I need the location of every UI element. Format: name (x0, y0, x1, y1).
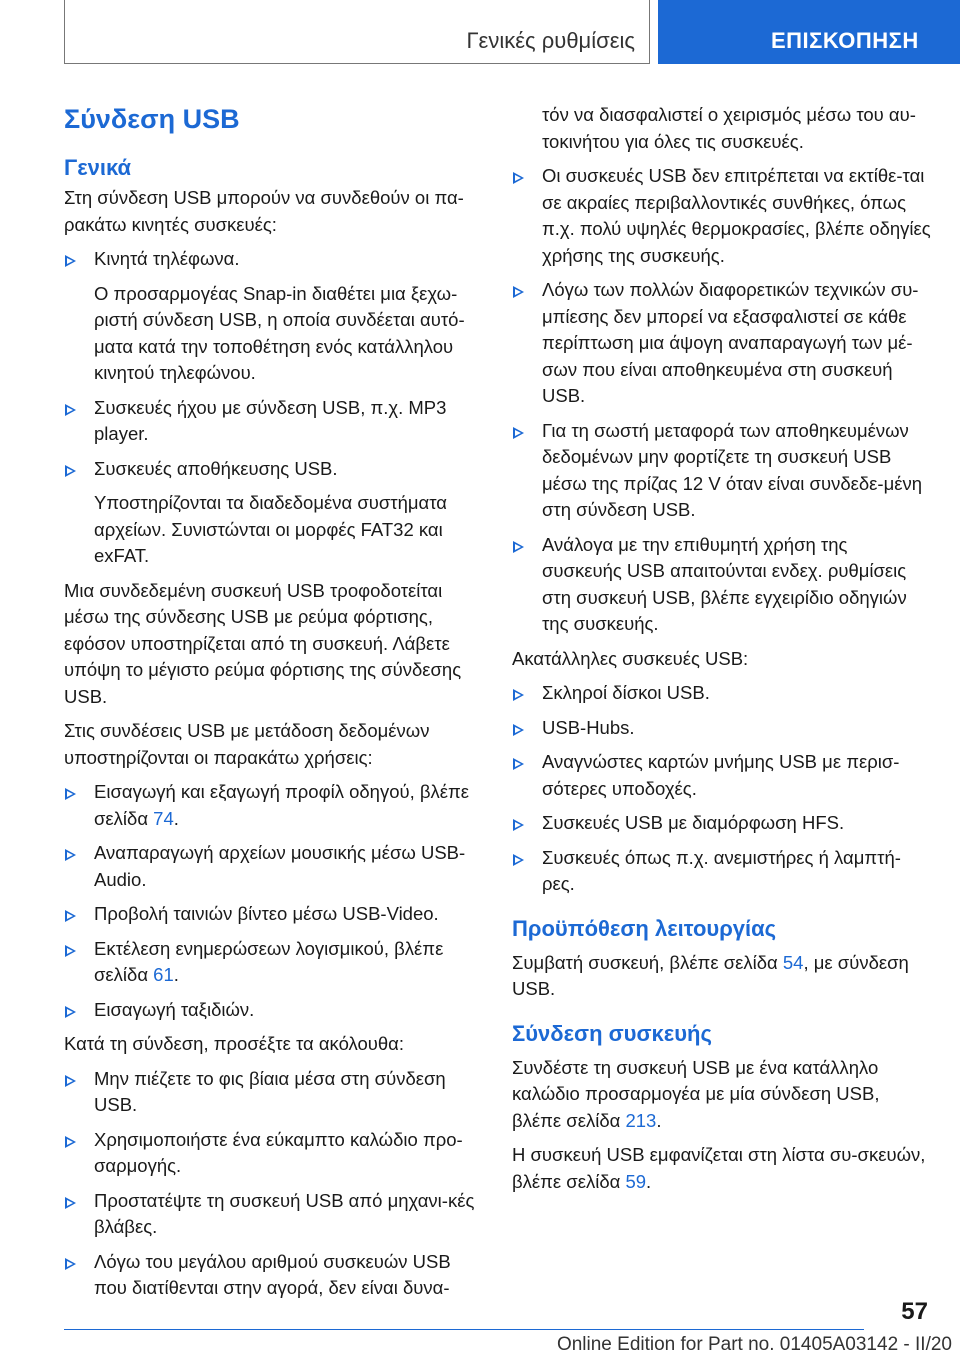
footer-edition: Online Edition for Part no. 01405A03142 - II/20 (556, 1334, 952, 1355)
list-item (64, 1127, 488, 1180)
list-item (512, 163, 932, 269)
triangle-bullet-icon (513, 286, 524, 298)
triangle-bullet-icon (65, 1006, 76, 1018)
list-item-text: Εκτέλεση ενημερώσεων λογισμικού, βλέπε σελίδα (94, 937, 444, 985)
list-item (64, 1188, 488, 1241)
prereq-heading: Προϋπόθεση λειτουργίας (512, 915, 777, 941)
connect-text-end: . (656, 1109, 662, 1131)
list-item-note: Υποστηρίζονται τα διαδεδομένα συστήματα αρχείων. Συνιστώνται οι μορφές FAT32 και exFAT. (94, 492, 447, 566)
triangle-bullet-icon (65, 849, 76, 861)
prereq-text (512, 950, 932, 1003)
triangle-bullet-icon (513, 724, 524, 736)
triangle-bullet-icon (65, 945, 76, 957)
list-item-text: Λόγω των πολλών διαφορετικών τεχνικών συ-μπίεσης δεν μπορεί να εξασφαλιστεί σε κάθε περίπτωση μια άψογη αναπαραγωγή των μέ-σων που είναι αποθηκευμένα στη συσκευή USB. (542, 279, 919, 406)
triangle-bullet-icon (513, 172, 524, 184)
connect-text-start: Συνδέστε τη συσκευή USB με ένα κατάλληλο καλώδιο προσαρμογέα με μία σύνδεση USB, βλέπε σελίδα (512, 1056, 880, 1131)
list-item-text: Εισαγωγή ταξιδιών. (94, 998, 255, 1020)
triangle-bullet-icon (65, 465, 76, 477)
list-item-text: Αναπαραγωγή αρχείων μουσικής μέσω USB-Audio. (94, 842, 466, 890)
list-item-text: Οι συσκευές USB δεν επιτρέπεται να εκτίθε-ται σε ακραίες περιβαλλοντικές συνθήκες, όπως π.χ. πολύ υψηλές θερμοκρασίες, βλέπε οδηγίες χρήσης της συσκευής. (542, 165, 931, 266)
prereq-text-end: , με σύνδεση USB. (512, 951, 909, 999)
triangle-bullet-icon (513, 819, 524, 831)
list-text (512, 1142, 932, 1195)
right-column (512, 102, 932, 1203)
triangle-bullet-icon (513, 427, 524, 439)
page-link-74[interactable]: 74 (153, 807, 174, 829)
triangle-bullet-icon (65, 255, 76, 267)
triangle-bullet-icon (65, 404, 76, 416)
list-item-text: Συσκευές αποθήκευσης USB. (94, 457, 338, 479)
list-item (512, 715, 932, 742)
list-item (64, 395, 488, 448)
header-section-box (64, 0, 650, 64)
list-item (64, 901, 488, 928)
list-item-text: Μην πιέζετε το φις βίαια μέσα στη σύνδεση USB. (94, 1067, 446, 1115)
list-item-text: Αναγνώστες καρτών μνήμης USB με περισ-σότερες υποδοχές. (542, 751, 900, 799)
list-item (64, 456, 488, 483)
list-item (64, 1249, 488, 1302)
list-item-text: Συσκευές όπως π.χ. ανεμιστήρες ή λαμπτή-ρες. (542, 846, 901, 894)
list-item (64, 1066, 488, 1119)
unsuitable-intro: Ακατάλληλες συσκευές USB: (512, 647, 749, 669)
header-section-label: Γενικές ρυθμίσεις (466, 28, 635, 53)
triangle-bullet-icon (513, 541, 524, 553)
list-item-note: Ο προσαρμογέας Snap-in διαθέτει μια ξεχω-ριστή σύνδεση USB, η οποία συνδέεται αυτό-ματα κατά την τοποθέτηση ενός κατάλληλου κινητού τηλεφώνου. (94, 282, 465, 383)
list-item-text: Συσκευές USB με διαμόρφωση HFS. (542, 812, 845, 833)
header-tab-overview[interactable]: ΕΠΙΣΚΟΠΗΣΗ (658, 0, 960, 64)
list-item-text: Συσκευές ήχου με σύνδεση USB, π.χ. MP3 player. (94, 396, 447, 444)
power-text: Μια συνδεδεμένη συσκευή USB τροφοδοτείται μέσω της σύνδεσης USB με ρεύμα φόρτισης, εφόσον υποστηρίζεται από τη συσκευή. Λάβετε υπόψη το μέγιστο ρεύμα φόρτισης της σύνδεσης USB. (64, 579, 462, 707)
list-item (64, 840, 488, 893)
list-text-start: Η συσκευή USB εμφανίζεται στη λίστα συ-σκευών, βλέπε σελίδα (512, 1144, 926, 1192)
list-item: Εκτέλεση ενημερώσεων λογισμικού, βλέπε σελίδα 61. (64, 936, 488, 989)
triangle-bullet-icon (65, 1197, 76, 1209)
left-column (64, 100, 488, 1310)
page-title: Σύνδεση USB (64, 104, 240, 134)
list-item (64, 246, 488, 273)
list-item-text: Κινητά τηλέφωνα. (94, 248, 240, 269)
list-text-end: . (646, 1170, 652, 1192)
connect-text (512, 1055, 932, 1135)
list-item-text: Χρησιμοποιήστε ένα εύκαμπτο καλώδιο προ-σαρμογής. (94, 1128, 463, 1176)
list-item (512, 845, 932, 898)
list-item (512, 680, 932, 707)
data-uses-intro: Στις συνδέσεις USB με μετάδοση δεδομένων υποστηρίζονται οι παρακάτω χρήσεις: (64, 720, 430, 768)
list-item-text: USB-Hubs. (542, 716, 635, 738)
list-item (512, 418, 932, 524)
page-link-61[interactable]: 61 (153, 964, 174, 985)
page-link-59[interactable]: 59 (625, 1170, 647, 1192)
triangle-bullet-icon (513, 689, 524, 701)
general-heading: Γενικά (64, 155, 132, 180)
intro-text: Στη σύνδεση USB μπορούν να συνδεθούν οι πα-ρακάτω κινητές συσκευές: (64, 187, 464, 235)
connect-notes-intro: Κατά τη σύνδεση, προσέξτε τα ακόλουθα: (64, 1033, 405, 1054)
triangle-bullet-icon (65, 788, 76, 800)
list-item-text: Σκληροί δίσκοι USB. (542, 682, 710, 703)
prereq-text-start: Συμβατή συσκευή, βλέπε σελίδα (512, 951, 783, 973)
list-item-text: Προστατέψτε τη συσκευή USB από μηχανι-κές βλάβες. (94, 1189, 475, 1237)
triangle-bullet-icon (65, 1136, 76, 1148)
list-item-text: Λόγω του μεγάλου αριθμού συσκευών USB που διατίθενται στην αγορά, δεν είναι δυνα- (94, 1250, 451, 1298)
list-item (512, 749, 932, 802)
triangle-bullet-icon (513, 758, 524, 770)
page-link-54[interactable]: 54 (782, 951, 804, 973)
triangle-bullet-icon (513, 854, 524, 866)
triangle-bullet-icon (65, 1258, 76, 1270)
list-item: Εισαγωγή και εξαγωγή προφίλ οδηγού, βλέπε σελίδα 74. (64, 779, 488, 832)
triangle-bullet-icon (65, 910, 76, 922)
list-item-text: Ανάλογα με την επιθυμητή χρήση της συσκευής USB απαιτούνται ενδεχ. ρυθμίσεις στη συσκευή USB, βλέπε εγχειρίδιο οδηγιών της συσκευής. (542, 533, 907, 634)
footer-divider (64, 1329, 864, 1330)
list-item (512, 810, 932, 837)
page-link-213[interactable]: 213 (625, 1109, 657, 1131)
list-item-text: Εισαγωγή και εξαγωγή προφίλ οδηγού, βλέπε σελίδα (94, 781, 470, 829)
triangle-bullet-icon (65, 1075, 76, 1087)
continuation-text: τόν να διασφαλιστεί ο χειρισμός μέσω του αυ-τοκινήτου για όλες τις συσκευές. (542, 104, 916, 152)
list-item (512, 277, 932, 410)
connect-heading: Σύνδεση συσκευής (512, 1020, 712, 1046)
list-item (64, 997, 488, 1024)
list-item-text: Για τη σωστή μεταφορά των αποθηκευμένων δεδομένων μην φορτίζετε τη συσκευή USB μέσω της πρίζας 12 V όταν είναι συνδεδε-μένη στη σύνδεση USB. (542, 419, 923, 520)
page-number: 57 (901, 1298, 928, 1325)
list-item-text: Προβολή ταινιών βίντεο μέσω USB-Video. (94, 903, 439, 924)
list-item (512, 532, 932, 638)
